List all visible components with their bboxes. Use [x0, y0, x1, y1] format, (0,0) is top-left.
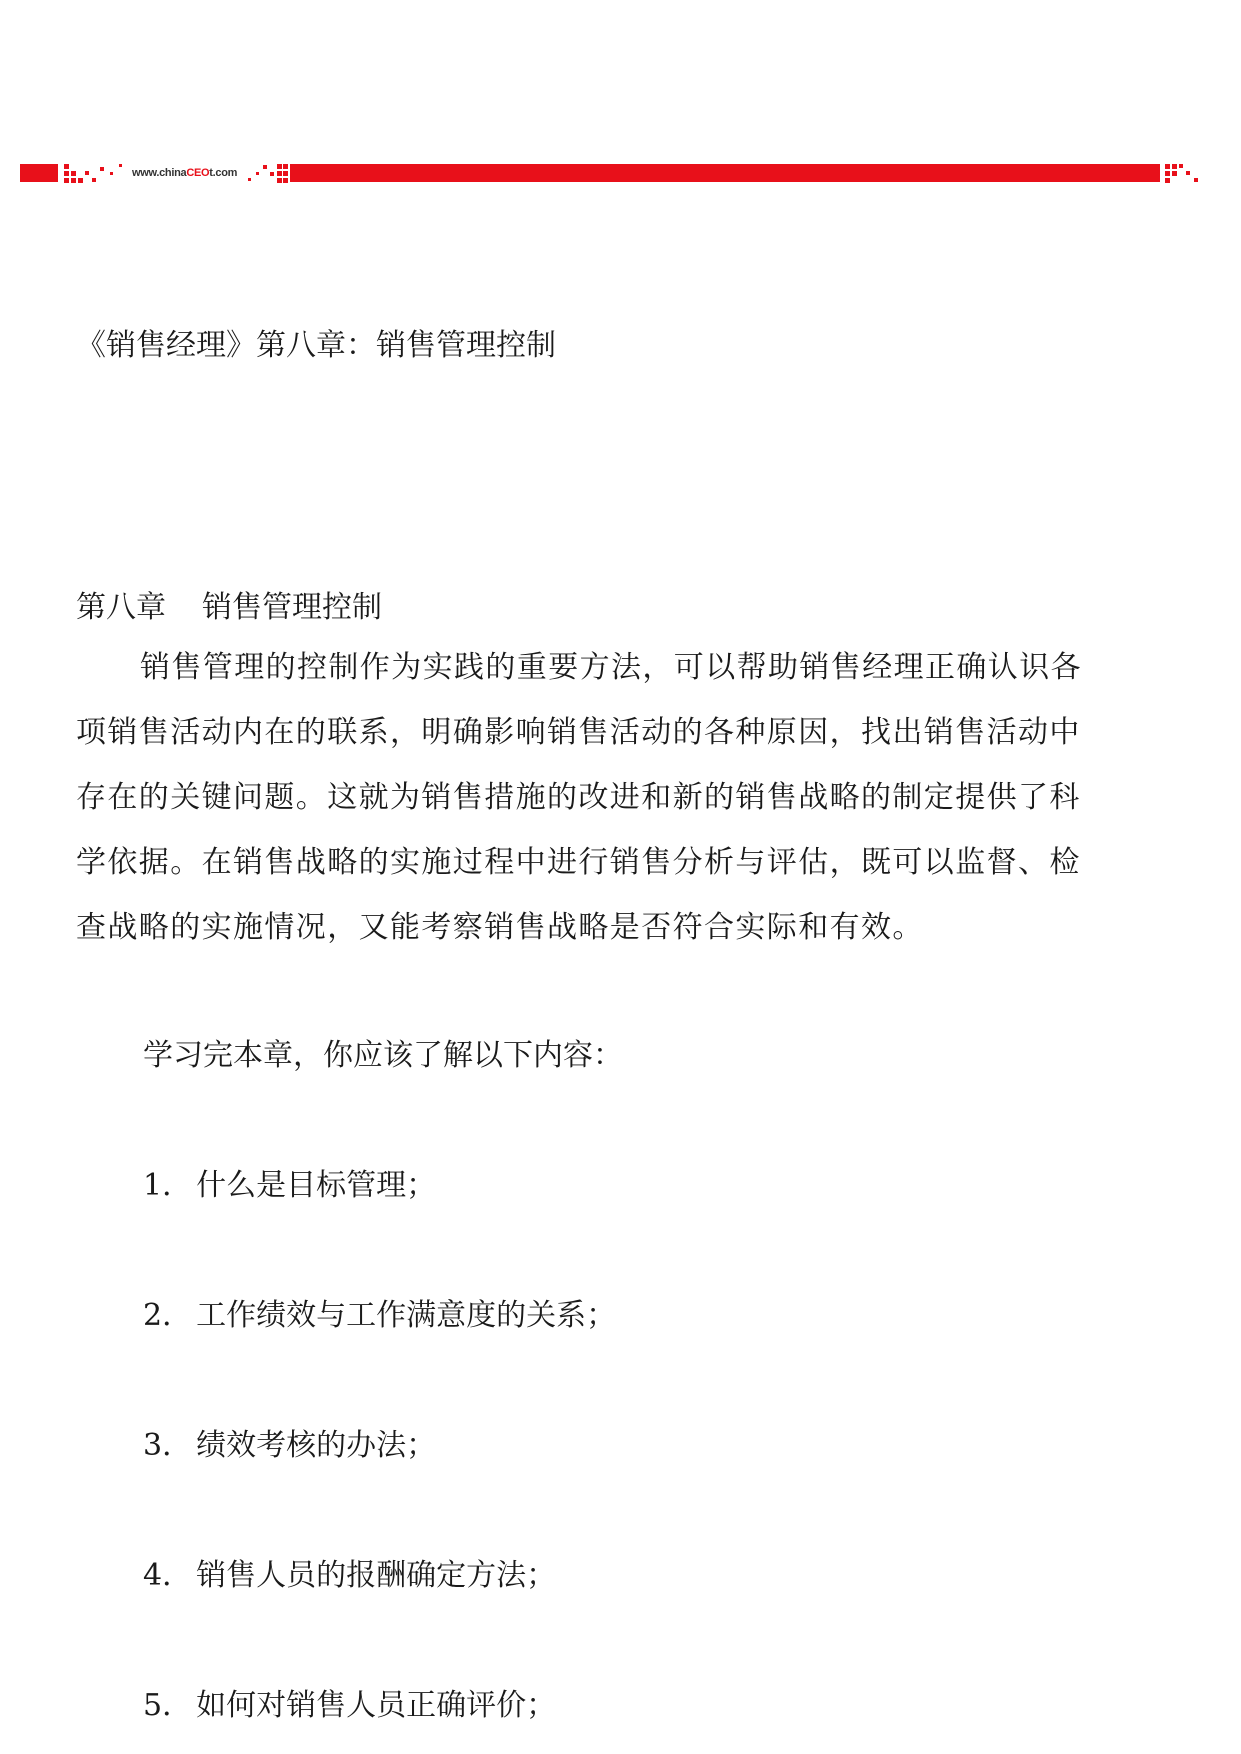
objective-number: 3． — [143, 1428, 193, 1463]
objective-number: 1． — [143, 1168, 193, 1203]
learning-intro: 学习完本章，你应该了解以下内容： — [143, 1038, 623, 1073]
chapter-heading — [76, 582, 382, 626]
chapter-summary-paragraph — [76, 635, 1146, 960]
banner-url: www.chinaCEOt.com — [132, 167, 238, 179]
objective-text: 绩效考核的办法； — [196, 1428, 437, 1463]
objective-text: 什么是目标管理； — [196, 1168, 437, 1203]
header-banner — [20, 158, 1200, 188]
paragraph-line: 存在的关键问题。这就为销售措施的改进和新的销售战略的制定提供了科 — [76, 780, 1081, 815]
banner-main-bar — [290, 164, 1160, 182]
banner-url-brand: CEO — [186, 167, 210, 179]
paragraph-line: 查战略的实施情况，又能考察销售战略是否符合实际和有效。 — [76, 910, 924, 945]
objective-number: 5． — [143, 1688, 193, 1723]
paragraph-line: 学依据。在销售战略的实施过程中进行销售分析与评估，既可以监督、检 — [76, 845, 1081, 880]
document-title: 《销售经理》第八章：销售管理控制 — [76, 328, 556, 363]
paragraph-line: 项销售活动内在的联系，明确影响销售活动的各种原因，找出销售活动中 — [76, 715, 1081, 750]
objective-item — [143, 1160, 436, 1204]
banner-left-block — [20, 164, 58, 182]
objective-text: 如何对销售人员正确评价； — [196, 1688, 557, 1723]
objective-item — [143, 1680, 556, 1724]
chapter-name: 销售管理控制 — [202, 590, 382, 625]
objective-number: 2． — [143, 1298, 193, 1333]
objective-item — [143, 1420, 436, 1464]
objective-item — [143, 1550, 556, 1594]
objective-text: 工作绩效与工作满意度的关系； — [196, 1298, 617, 1333]
objective-text: 销售人员的报酬确定方法； — [196, 1558, 557, 1593]
objective-number: 4． — [143, 1558, 193, 1593]
chapter-number: 第八章 — [76, 590, 166, 625]
objective-item — [143, 1290, 616, 1334]
paragraph-line: 销售管理的控制作为实践的重要方法，可以帮助销售经理正确认识各 — [140, 650, 1082, 685]
